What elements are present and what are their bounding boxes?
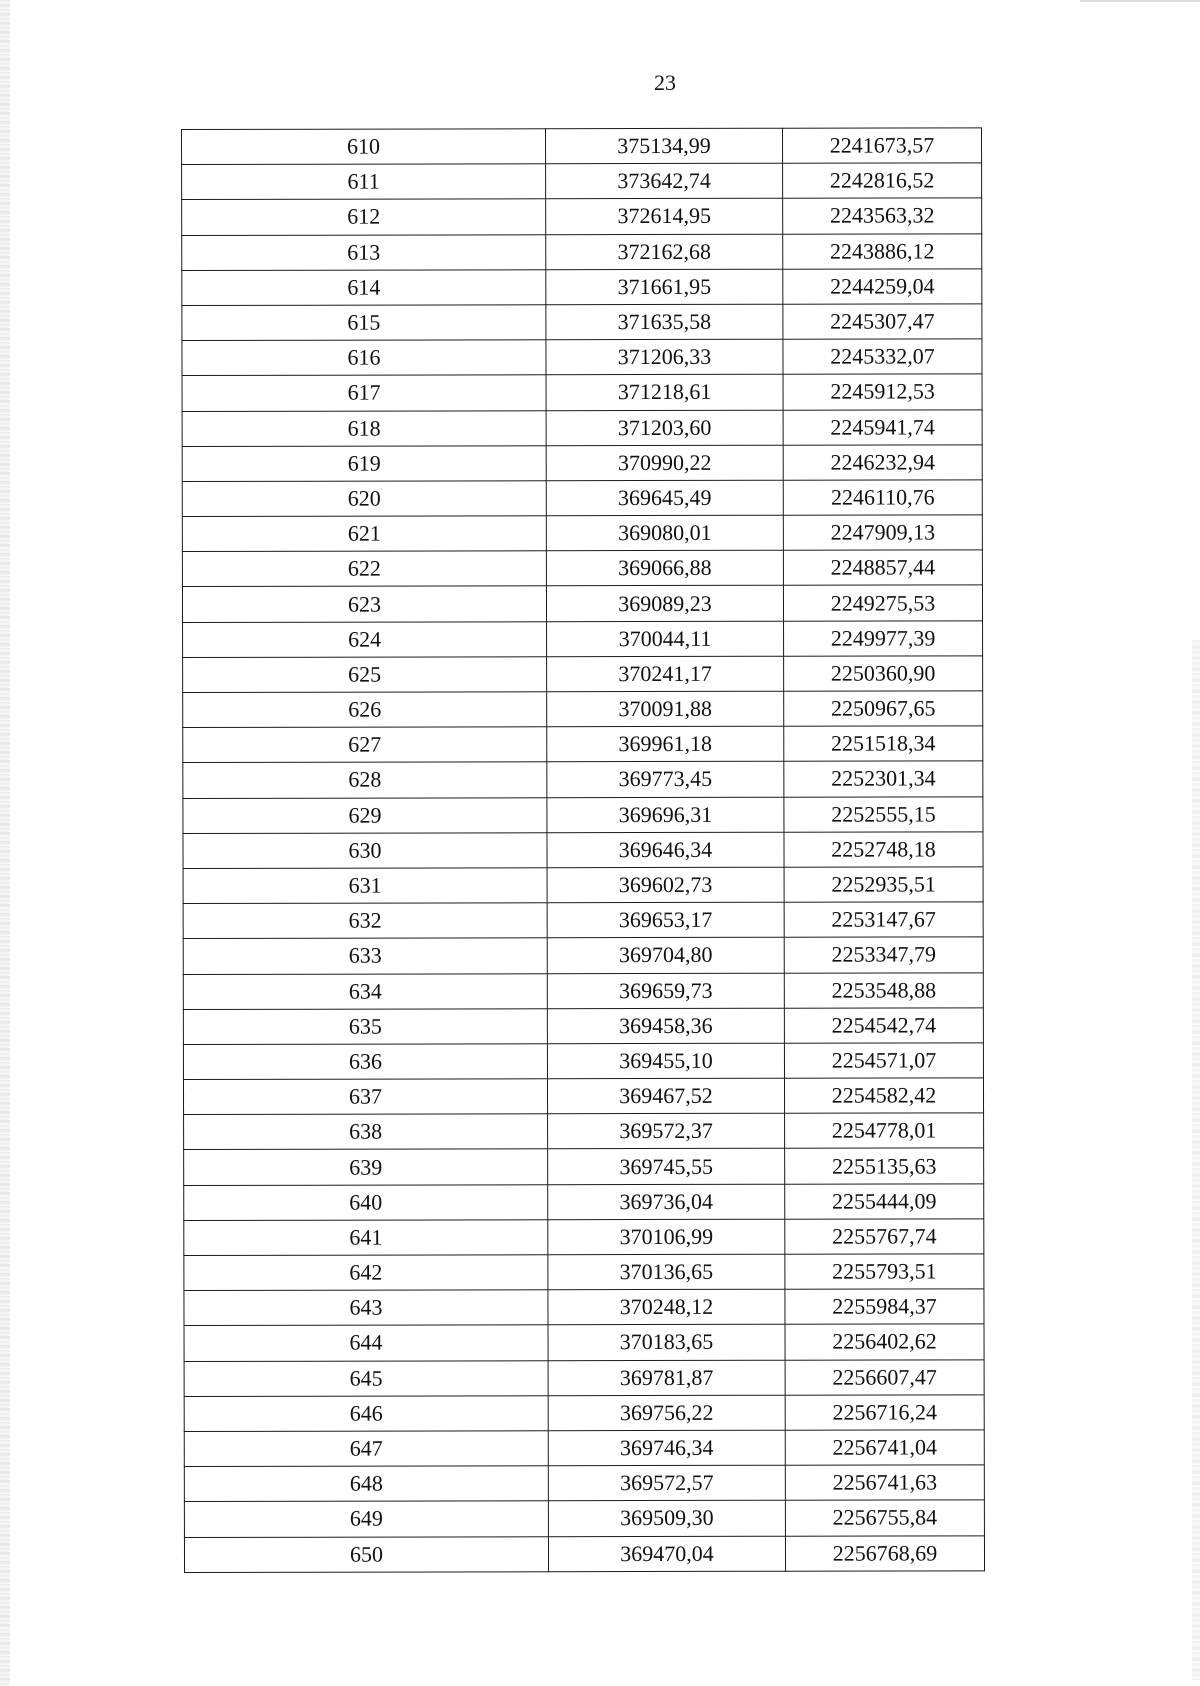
y-coordinate-cell: 2247909,13 [783, 515, 982, 551]
y-coordinate-cell: 2249275,53 [783, 585, 982, 621]
x-coordinate-cell: 369645,49 [546, 480, 783, 516]
point-number-cell: 628 [183, 762, 547, 798]
y-coordinate-cell: 2255767,74 [785, 1219, 984, 1255]
point-number-cell: 649 [184, 1501, 548, 1537]
point-number-cell: 614 [182, 269, 546, 305]
x-coordinate-cell: 369572,57 [548, 1465, 785, 1501]
x-coordinate-cell: 369509,30 [548, 1501, 785, 1537]
x-coordinate-cell: 369080,01 [546, 515, 783, 551]
point-number-cell: 631 [183, 868, 547, 904]
table-row [182, 445, 982, 482]
point-number-cell: 616 [182, 340, 546, 376]
y-coordinate-cell: 2255984,37 [785, 1289, 984, 1325]
table-row [183, 1008, 983, 1045]
table-row [183, 656, 983, 693]
coordinates-table-body [182, 128, 985, 1572]
x-coordinate-cell: 370044,11 [547, 621, 784, 657]
x-coordinate-cell: 369756,22 [548, 1395, 785, 1431]
point-number-cell: 645 [184, 1360, 548, 1396]
point-number-cell: 619 [182, 445, 546, 481]
table-row [183, 1043, 983, 1080]
table-row [183, 937, 983, 974]
x-coordinate-cell: 370248,12 [548, 1289, 785, 1325]
x-coordinate-cell: 371206,33 [546, 339, 783, 375]
x-coordinate-cell: 369746,34 [548, 1430, 785, 1466]
y-coordinate-cell: 2256741,63 [785, 1465, 984, 1501]
y-coordinate-cell: 2254582,42 [784, 1078, 983, 1114]
point-number-cell: 627 [183, 727, 547, 763]
x-coordinate-cell: 369602,73 [547, 867, 784, 903]
y-coordinate-cell: 2255793,51 [785, 1254, 984, 1290]
x-coordinate-cell: 373642,74 [546, 163, 783, 199]
table-row [183, 867, 983, 904]
x-coordinate-cell: 369572,37 [548, 1113, 785, 1149]
x-coordinate-cell: 369659,73 [547, 973, 784, 1009]
y-coordinate-cell: 2256716,24 [785, 1395, 984, 1431]
x-coordinate-cell: 369455,10 [547, 1043, 784, 1079]
point-number-cell: 622 [182, 551, 546, 587]
y-coordinate-cell: 2256402,62 [785, 1324, 984, 1360]
table-row [184, 1324, 984, 1361]
table-row [182, 409, 982, 446]
x-coordinate-cell: 369696,31 [547, 797, 784, 833]
table-row [184, 1148, 984, 1185]
point-number-cell: 617 [182, 375, 546, 411]
page-number: 23 [654, 70, 676, 95]
point-number-cell: 646 [184, 1395, 548, 1431]
table-row [184, 1430, 984, 1467]
coordinates-table [181, 127, 985, 1572]
x-coordinate-cell: 371635,58 [546, 304, 783, 340]
point-number-cell: 624 [183, 621, 547, 657]
y-coordinate-cell: 2243886,12 [783, 233, 982, 269]
point-number-cell: 648 [184, 1466, 548, 1502]
table-row [182, 374, 982, 411]
x-coordinate-cell: 372162,68 [546, 234, 783, 270]
y-coordinate-cell: 2256607,47 [785, 1359, 984, 1395]
point-number-cell: 623 [182, 586, 546, 622]
table-row [182, 550, 982, 587]
point-number-cell: 613 [182, 234, 546, 270]
table-row [184, 1113, 984, 1150]
scan-edge-top [1080, 0, 1200, 2]
table-row [182, 198, 982, 235]
point-number-cell: 638 [184, 1114, 548, 1150]
point-number-cell: 636 [183, 1044, 547, 1080]
y-coordinate-cell: 2245912,53 [783, 374, 982, 410]
y-coordinate-cell: 2253147,67 [784, 902, 983, 938]
table-row [183, 796, 983, 833]
y-coordinate-cell: 2256755,84 [785, 1500, 984, 1536]
point-number-cell: 640 [184, 1184, 548, 1220]
x-coordinate-cell: 370091,88 [547, 691, 784, 727]
table-row [182, 515, 982, 552]
point-number-cell: 620 [182, 481, 546, 517]
y-coordinate-cell: 2255135,63 [785, 1148, 984, 1184]
x-coordinate-cell: 369773,45 [547, 762, 784, 798]
y-coordinate-cell: 2250360,90 [784, 656, 983, 692]
y-coordinate-cell: 2244259,04 [783, 269, 982, 305]
point-number-cell: 637 [183, 1079, 547, 1115]
point-number-cell: 629 [183, 797, 547, 833]
point-number-cell: 615 [182, 305, 546, 341]
table-row [184, 1183, 984, 1220]
x-coordinate-cell: 369781,87 [548, 1360, 785, 1396]
table-row [184, 1535, 984, 1572]
point-number-cell: 632 [183, 903, 547, 939]
point-number-cell: 635 [183, 1008, 547, 1044]
x-coordinate-cell: 370106,99 [548, 1219, 785, 1255]
table-row [182, 339, 982, 376]
y-coordinate-cell: 2252555,15 [784, 796, 983, 832]
y-coordinate-cell: 2243563,32 [783, 198, 982, 234]
point-number-cell: 650 [184, 1536, 548, 1572]
y-coordinate-cell: 2248857,44 [783, 550, 982, 586]
point-number-cell: 625 [183, 657, 547, 693]
y-coordinate-cell: 2252935,51 [784, 867, 983, 903]
x-coordinate-cell: 369470,04 [548, 1536, 785, 1572]
y-coordinate-cell: 2254571,07 [784, 1043, 983, 1079]
point-number-cell: 610 [182, 129, 546, 165]
table-row [183, 620, 983, 657]
y-coordinate-cell: 2254542,74 [784, 1008, 983, 1044]
y-coordinate-cell: 2245941,74 [783, 409, 982, 445]
table-row [182, 480, 982, 517]
table-row [182, 163, 982, 200]
point-number-cell: 633 [183, 938, 547, 974]
point-number-cell: 612 [182, 199, 546, 235]
x-coordinate-cell: 369089,23 [546, 586, 783, 622]
table-row [182, 585, 982, 622]
x-coordinate-cell: 371203,60 [546, 410, 783, 446]
y-coordinate-cell: 2246232,94 [783, 445, 982, 481]
y-coordinate-cell: 2256768,69 [785, 1535, 984, 1571]
table-row [184, 1289, 984, 1326]
table-row [184, 1500, 984, 1537]
y-coordinate-cell: 2255444,09 [785, 1183, 984, 1219]
table-row [182, 304, 982, 341]
point-number-cell: 634 [183, 973, 547, 1009]
point-number-cell: 639 [184, 1149, 548, 1185]
point-number-cell: 621 [182, 516, 546, 552]
table-row [182, 128, 982, 165]
x-coordinate-cell: 370136,65 [548, 1254, 785, 1290]
scan-edge-left [0, 0, 10, 1686]
table-row [183, 832, 983, 869]
y-coordinate-cell: 2246110,76 [783, 480, 982, 516]
y-coordinate-cell: 2254778,01 [785, 1113, 984, 1149]
table-row [183, 691, 983, 728]
x-coordinate-cell: 369646,34 [547, 832, 784, 868]
table-row [183, 761, 983, 798]
y-coordinate-cell: 2245332,07 [783, 339, 982, 375]
point-number-cell: 647 [184, 1431, 548, 1467]
y-coordinate-cell: 2253548,88 [784, 972, 983, 1008]
table-row [183, 902, 983, 939]
x-coordinate-cell: 370183,65 [548, 1325, 785, 1361]
table-row [184, 1395, 984, 1432]
y-coordinate-cell: 2252748,18 [784, 832, 983, 868]
point-number-cell: 630 [183, 832, 547, 868]
y-coordinate-cell: 2249977,39 [784, 620, 983, 656]
table-row [183, 1078, 983, 1115]
y-coordinate-cell: 2251518,34 [784, 726, 983, 762]
scan-edge-right [1192, 640, 1200, 1680]
x-coordinate-cell: 369467,52 [547, 1078, 784, 1114]
table-row [182, 269, 982, 306]
point-number-cell: 643 [184, 1290, 548, 1326]
point-number-cell: 611 [182, 164, 546, 200]
x-coordinate-cell: 369745,55 [548, 1149, 785, 1185]
table-row [184, 1465, 984, 1502]
x-coordinate-cell: 369736,04 [548, 1184, 785, 1220]
x-coordinate-cell: 369961,18 [547, 726, 784, 762]
table-row [184, 1254, 984, 1291]
point-number-cell: 626 [183, 692, 547, 728]
table-row [183, 972, 983, 1009]
point-number-cell: 642 [184, 1255, 548, 1291]
x-coordinate-cell: 369704,80 [547, 938, 784, 974]
table-row [184, 1359, 984, 1396]
x-coordinate-cell: 370990,22 [546, 445, 783, 481]
point-number-cell: 644 [184, 1325, 548, 1361]
y-coordinate-cell: 2250967,65 [784, 691, 983, 727]
y-coordinate-cell: 2253347,79 [784, 937, 983, 973]
point-number-cell: 641 [184, 1220, 548, 1256]
table-row [182, 233, 982, 270]
table-row [184, 1219, 984, 1256]
x-coordinate-cell: 369458,36 [547, 1008, 784, 1044]
x-coordinate-cell: 369653,17 [547, 902, 784, 938]
x-coordinate-cell: 371661,95 [546, 269, 783, 305]
y-coordinate-cell: 2256741,04 [785, 1430, 984, 1466]
table-row [183, 726, 983, 763]
x-coordinate-cell: 369066,88 [546, 550, 783, 586]
x-coordinate-cell: 375134,99 [546, 128, 783, 164]
y-coordinate-cell: 2245307,47 [783, 304, 982, 340]
x-coordinate-cell: 371218,61 [546, 375, 783, 411]
x-coordinate-cell: 370241,17 [547, 656, 784, 692]
x-coordinate-cell: 372614,95 [546, 199, 783, 235]
y-coordinate-cell: 2242816,52 [783, 163, 982, 199]
point-number-cell: 618 [182, 410, 546, 446]
y-coordinate-cell: 2241673,57 [782, 128, 981, 164]
y-coordinate-cell: 2252301,34 [784, 761, 983, 797]
